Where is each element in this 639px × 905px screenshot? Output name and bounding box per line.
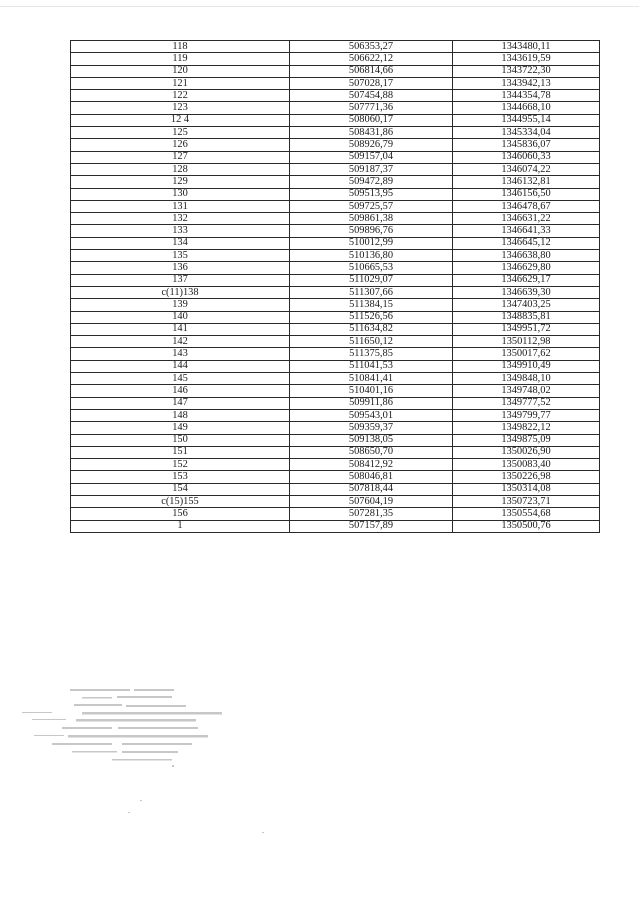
point-number-cell: 128	[71, 163, 290, 175]
y-coordinate-cell: 1346639,30	[453, 286, 600, 298]
x-coordinate-cell: 509472,89	[290, 176, 453, 188]
scan-speck	[140, 800, 142, 801]
table-row	[71, 446, 600, 458]
x-coordinate-cell: 506814,66	[290, 65, 453, 77]
y-coordinate-cell: 1344668,10	[453, 102, 600, 114]
y-coordinate-cell: 1349822,12	[453, 422, 600, 434]
y-coordinate-cell: 1343942,13	[453, 77, 600, 89]
x-coordinate-cell: 508926,79	[290, 139, 453, 151]
point-number-cell: 122	[71, 90, 290, 102]
y-coordinate-cell: 1346074,22	[453, 163, 600, 175]
y-coordinate-cell: 1346478,67	[453, 200, 600, 212]
table-row	[71, 200, 600, 212]
point-number-cell: 150	[71, 434, 290, 446]
point-number-cell: 144	[71, 360, 290, 372]
x-coordinate-cell: 510841,41	[290, 373, 453, 385]
point-number-cell: 140	[71, 311, 290, 323]
x-coordinate-cell: 510136,80	[290, 250, 453, 262]
table-row	[71, 237, 600, 249]
table-row	[71, 385, 600, 397]
table-row	[71, 250, 600, 262]
x-coordinate-cell: 511375,85	[290, 348, 453, 360]
x-coordinate-cell: 509157,04	[290, 151, 453, 163]
y-coordinate-cell: 1347403,25	[453, 299, 600, 311]
coordinates-table-body	[71, 41, 600, 533]
point-number-cell: 129	[71, 176, 290, 188]
y-coordinate-cell: 1350723,71	[453, 495, 600, 507]
table-row	[71, 114, 600, 126]
table-row	[71, 520, 600, 532]
point-number-cell: 151	[71, 446, 290, 458]
point-number-cell: 123	[71, 102, 290, 114]
x-coordinate-cell: 509896,76	[290, 225, 453, 237]
x-coordinate-cell: 509359,37	[290, 422, 453, 434]
y-coordinate-cell: 1350226,98	[453, 471, 600, 483]
point-number-cell: 152	[71, 459, 290, 471]
point-number-cell: 121	[71, 77, 290, 89]
x-coordinate-cell: 509911,86	[290, 397, 453, 409]
y-coordinate-cell: 1349910,49	[453, 360, 600, 372]
y-coordinate-cell: 1346641,33	[453, 225, 600, 237]
point-number-cell: 12 4	[71, 114, 290, 126]
scan-speck	[262, 832, 264, 833]
point-number-cell: 153	[71, 471, 290, 483]
y-coordinate-cell: 1346629,80	[453, 262, 600, 274]
y-coordinate-cell: 1346132,81	[453, 176, 600, 188]
point-number-cell: 1	[71, 520, 290, 532]
point-number-cell: 131	[71, 200, 290, 212]
table-row	[71, 434, 600, 446]
point-number-cell: 125	[71, 127, 290, 139]
point-number-cell: 135	[71, 250, 290, 262]
table-row	[71, 213, 600, 225]
table-row	[71, 90, 600, 102]
y-coordinate-cell: 1345334,04	[453, 127, 600, 139]
y-coordinate-cell: 1350026,90	[453, 446, 600, 458]
point-number-cell: c(15)155	[71, 495, 290, 507]
x-coordinate-cell: 506353,27	[290, 41, 453, 53]
table-row	[71, 311, 600, 323]
point-number-cell: 119	[71, 53, 290, 65]
y-coordinate-cell: 1343480,11	[453, 41, 600, 53]
faded-stamp-image	[22, 685, 232, 775]
x-coordinate-cell: 507454,88	[290, 90, 453, 102]
y-coordinate-cell: 1346060,33	[453, 151, 600, 163]
table-row	[71, 459, 600, 471]
point-number-cell: 154	[71, 483, 290, 495]
point-number-cell: 146	[71, 385, 290, 397]
y-coordinate-cell: 1350083,40	[453, 459, 600, 471]
point-number-cell: 120	[71, 65, 290, 77]
point-number-cell: 118	[71, 41, 290, 53]
table-row	[71, 373, 600, 385]
x-coordinate-cell: 510401,16	[290, 385, 453, 397]
point-number-cell: 130	[71, 188, 290, 200]
x-coordinate-cell: 509543,01	[290, 409, 453, 421]
x-coordinate-cell: 509138,05	[290, 434, 453, 446]
point-number-cell: 127	[71, 151, 290, 163]
x-coordinate-cell: 511634,82	[290, 323, 453, 335]
y-coordinate-cell: 1350112,98	[453, 336, 600, 348]
scan-speck	[128, 812, 130, 813]
x-coordinate-cell: 510012,99	[290, 237, 453, 249]
table-row	[71, 348, 600, 360]
point-number-cell: 143	[71, 348, 290, 360]
table-row	[71, 262, 600, 274]
point-number-cell: 126	[71, 139, 290, 151]
table-row	[71, 163, 600, 175]
x-coordinate-cell: 508431,86	[290, 127, 453, 139]
table-row	[71, 360, 600, 372]
page-top-edge	[0, 6, 639, 7]
x-coordinate-cell: 511650,12	[290, 336, 453, 348]
table-row	[71, 139, 600, 151]
point-number-cell: 132	[71, 213, 290, 225]
x-coordinate-cell: 509513,95	[290, 188, 453, 200]
x-coordinate-cell: 508046,81	[290, 471, 453, 483]
y-coordinate-cell: 1349799,77	[453, 409, 600, 421]
table-row	[71, 127, 600, 139]
y-coordinate-cell: 1349748,02	[453, 385, 600, 397]
point-number-cell: 145	[71, 373, 290, 385]
y-coordinate-cell: 1343619,59	[453, 53, 600, 65]
x-coordinate-cell: 509861,38	[290, 213, 453, 225]
table-row	[71, 151, 600, 163]
table-row	[71, 65, 600, 77]
table-row	[71, 188, 600, 200]
x-coordinate-cell: 511307,66	[290, 286, 453, 298]
x-coordinate-cell: 511384,15	[290, 299, 453, 311]
point-number-cell: 137	[71, 274, 290, 286]
y-coordinate-cell: 1349848,10	[453, 373, 600, 385]
y-coordinate-cell: 1343722,30	[453, 65, 600, 77]
table-row	[71, 77, 600, 89]
x-coordinate-cell: 508650,70	[290, 446, 453, 458]
x-coordinate-cell: 507604,19	[290, 495, 453, 507]
table-row	[71, 336, 600, 348]
y-coordinate-cell: 1350314,08	[453, 483, 600, 495]
table-row	[71, 286, 600, 298]
table-row	[71, 422, 600, 434]
x-coordinate-cell: 509725,57	[290, 200, 453, 212]
table-row	[71, 483, 600, 495]
table-row	[71, 102, 600, 114]
point-number-cell: 133	[71, 225, 290, 237]
y-coordinate-cell: 1346638,80	[453, 250, 600, 262]
x-coordinate-cell: 507028,17	[290, 77, 453, 89]
point-number-cell: 136	[71, 262, 290, 274]
table-row	[71, 323, 600, 335]
point-number-cell: 156	[71, 508, 290, 520]
x-coordinate-cell: 508412,92	[290, 459, 453, 471]
y-coordinate-cell: 1345836,07	[453, 139, 600, 151]
x-coordinate-cell: 511041,53	[290, 360, 453, 372]
table-row	[71, 225, 600, 237]
table-row	[71, 397, 600, 409]
y-coordinate-cell: 1350017,62	[453, 348, 600, 360]
point-number-cell: 149	[71, 422, 290, 434]
point-number-cell: 141	[71, 323, 290, 335]
y-coordinate-cell: 1350500,76	[453, 520, 600, 532]
table-row	[71, 495, 600, 507]
point-number-cell: 148	[71, 409, 290, 421]
x-coordinate-cell: 508060,17	[290, 114, 453, 126]
table-row	[71, 508, 600, 520]
table-row	[71, 41, 600, 53]
point-number-cell: 134	[71, 237, 290, 249]
point-number-cell: 142	[71, 336, 290, 348]
x-coordinate-cell: 507157,89	[290, 520, 453, 532]
point-number-cell: 139	[71, 299, 290, 311]
y-coordinate-cell: 1346645,12	[453, 237, 600, 249]
x-coordinate-cell: 507818,44	[290, 483, 453, 495]
y-coordinate-cell: 1346629,17	[453, 274, 600, 286]
point-number-cell: 147	[71, 397, 290, 409]
table-row	[71, 409, 600, 421]
table-row	[71, 299, 600, 311]
table-row	[71, 471, 600, 483]
y-coordinate-cell: 1344354,78	[453, 90, 600, 102]
x-coordinate-cell: 510665,53	[290, 262, 453, 274]
x-coordinate-cell: 511029,07	[290, 274, 453, 286]
x-coordinate-cell: 506622,12	[290, 53, 453, 65]
y-coordinate-cell: 1346631,22	[453, 213, 600, 225]
x-coordinate-cell: 507281,35	[290, 508, 453, 520]
table-row	[71, 176, 600, 188]
x-coordinate-cell: 511526,56	[290, 311, 453, 323]
y-coordinate-cell: 1348835,81	[453, 311, 600, 323]
y-coordinate-cell: 1344955,14	[453, 114, 600, 126]
x-coordinate-cell: 507771,36	[290, 102, 453, 114]
table-row	[71, 53, 600, 65]
coordinates-table	[70, 40, 600, 533]
y-coordinate-cell: 1349777,52	[453, 397, 600, 409]
y-coordinate-cell: 1349951,72	[453, 323, 600, 335]
y-coordinate-cell: 1346156,50	[453, 188, 600, 200]
point-number-cell: c(11)138	[71, 286, 290, 298]
y-coordinate-cell: 1350554,68	[453, 508, 600, 520]
table-row	[71, 274, 600, 286]
x-coordinate-cell: 509187,37	[290, 163, 453, 175]
y-coordinate-cell: 1349875,09	[453, 434, 600, 446]
